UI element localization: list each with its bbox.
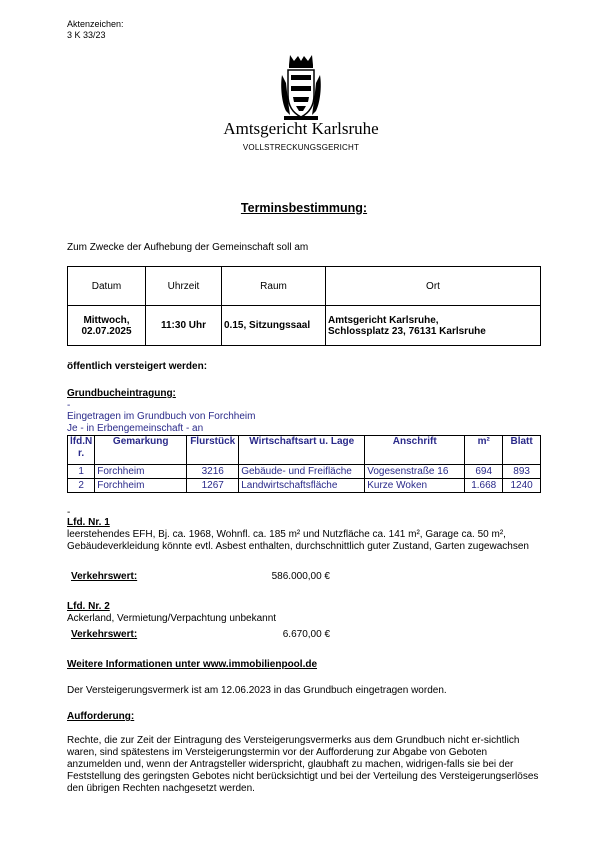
- row2-wirtschaftsart: Landwirtschaftsfläche: [239, 479, 365, 493]
- row1-wirtschaftsart: Gebäude- und Freifläche: [239, 465, 365, 479]
- col-anschrift: Anschrift: [365, 436, 465, 465]
- termin-table: [67, 266, 541, 346]
- lfd1-description: leerstehendes EFH, Bj. ca. 1968, Wohnfl. ca. 185 m² und Nutzfläche ca. 141 m², Garage ca. 50 m², Gebäudeverkleidung könnte evtl. Asbest enthalten, durchschnittlich guter Zustand, Garten zugewachsen: [67, 529, 529, 552]
- col-wirtschaftsart: Wirtschaftsart u. Lage: [239, 436, 365, 465]
- termin-data-row: [68, 306, 541, 346]
- row2-flurstueck: 1267: [187, 479, 239, 493]
- weitere-informationen: Weitere Informationen unter www.immobilienpool.de: [67, 659, 318, 670]
- row2-anschrift: Kurze Woken: [365, 479, 465, 493]
- lfd2-verkehrswert-label: Verkehrswert:: [71, 629, 138, 640]
- lfd2-heading: Lfd. Nr. 2: [67, 601, 110, 612]
- header-raum: Raum: [222, 267, 326, 306]
- header-datum: Datum: [68, 267, 146, 306]
- col-blatt: Blatt: [503, 436, 541, 465]
- col-lfd: lfd.N r.: [68, 436, 95, 465]
- row1-lfd: 1: [68, 465, 95, 479]
- aktenzeichen-block: [67, 19, 124, 41]
- lfd1-verkehrswert-label: Verkehrswert:: [71, 571, 138, 582]
- termin-datum-day: Mittwoch,: [83, 314, 130, 326]
- termin-header-row: [68, 267, 541, 306]
- header-uhrzeit: Uhrzeit: [146, 267, 222, 306]
- intro-text: Zum Zwecke der Aufhebung der Gemeinschaft soll am: [67, 242, 309, 253]
- row1-blatt: 893: [503, 465, 541, 479]
- lfd1-dash: -: [67, 507, 71, 518]
- col-gemarkung: Gemarkung: [95, 436, 187, 465]
- header-ort: Ort: [326, 267, 541, 306]
- versteigerungsvermerk: Der Versteigerungsvermerk ist am 12.06.2023 in das Grundbuch eingetragen worden.: [67, 685, 447, 696]
- grundbuch-table: [67, 435, 541, 493]
- row1-flaeche: 694: [465, 465, 503, 479]
- row1-flurstueck: 3216: [187, 465, 239, 479]
- row2-blatt: 1240: [503, 479, 541, 493]
- aktenzeichen-label: Aktenzeichen:: [67, 19, 124, 29]
- document-title: Terminsbestimmung:: [240, 201, 368, 215]
- termin-ort-line1: Amtsgericht Karlsruhe,: [328, 314, 439, 326]
- coat-of-arms-icon: [280, 53, 322, 121]
- col-flaeche: m²: [465, 436, 503, 465]
- termin-uhrzeit: 11:30 Uhr: [146, 306, 222, 346]
- col-flurstueck: Flurstück: [187, 436, 239, 465]
- row1-gemarkung: Forchheim: [95, 465, 187, 479]
- versteigert-text: öffentlich versteigert werden:: [67, 361, 208, 372]
- lfd2-description: Ackerland, Vermietung/Verpachtung unbekannt: [67, 613, 277, 624]
- table-row: [68, 465, 541, 479]
- row1-anschrift: Vogesenstraße 16: [365, 465, 465, 479]
- grundbuch-header-row: [68, 436, 541, 465]
- court-name: Amtsgericht Karlsruhe: [223, 119, 379, 138]
- lfd1-verkehrswert-value: 586.000,00 €: [271, 571, 330, 582]
- row2-gemarkung: Forchheim: [95, 479, 187, 493]
- termin-ort: [326, 306, 541, 346]
- grundbuch-heading: Grundbucheintragung:: [67, 388, 176, 399]
- termin-datum-date: 02.07.2025: [81, 325, 132, 337]
- grundbuch-line1: Eingetragen im Grundbuch von Forchheim: [67, 411, 256, 422]
- aktenzeichen-value: 3 K 33/23: [67, 30, 106, 40]
- row2-flaeche: 1.668: [465, 479, 503, 493]
- termin-datum: [68, 306, 146, 346]
- row2-lfd: 2: [68, 479, 95, 493]
- aufforderung-text: Rechte, die zur Zeit der Eintragung des Versteigerungsvermerks aus dem Grundbuch nicht er-sichtlich waren, sind spätestens im Versteigerungstermin vor der Aufforderung zur Abgabe von Geboten anzumelden und, wenn der Antragsteller widerspricht, glaubhaft zu machen, widrigen-falls sie bei der Feststellung des geringsten Gebotes nicht berücksichtigt und bei der Verteilung des Versteigerungserlöses den übrigen Rechten nachgesetzt werden.: [67, 735, 539, 794]
- lfd2-verkehrswert-value: 6.670,00 €: [282, 629, 330, 640]
- termin-raum: 0.15, Sitzungssaal: [222, 306, 326, 346]
- table-row: [68, 479, 541, 493]
- grundbuch-line2: Je - in Erbengemeinschaft - an: [67, 423, 204, 434]
- lfd1-heading: Lfd. Nr. 1: [67, 517, 110, 528]
- aufforderung-heading: Aufforderung:: [67, 711, 135, 722]
- court-subtitle: VOLLSTRECKUNGSGERICHT: [242, 143, 360, 152]
- termin-ort-line2: Schlossplatz 23, 76131 Karlsruhe: [328, 325, 486, 337]
- grundbuch-dash: -: [67, 400, 71, 411]
